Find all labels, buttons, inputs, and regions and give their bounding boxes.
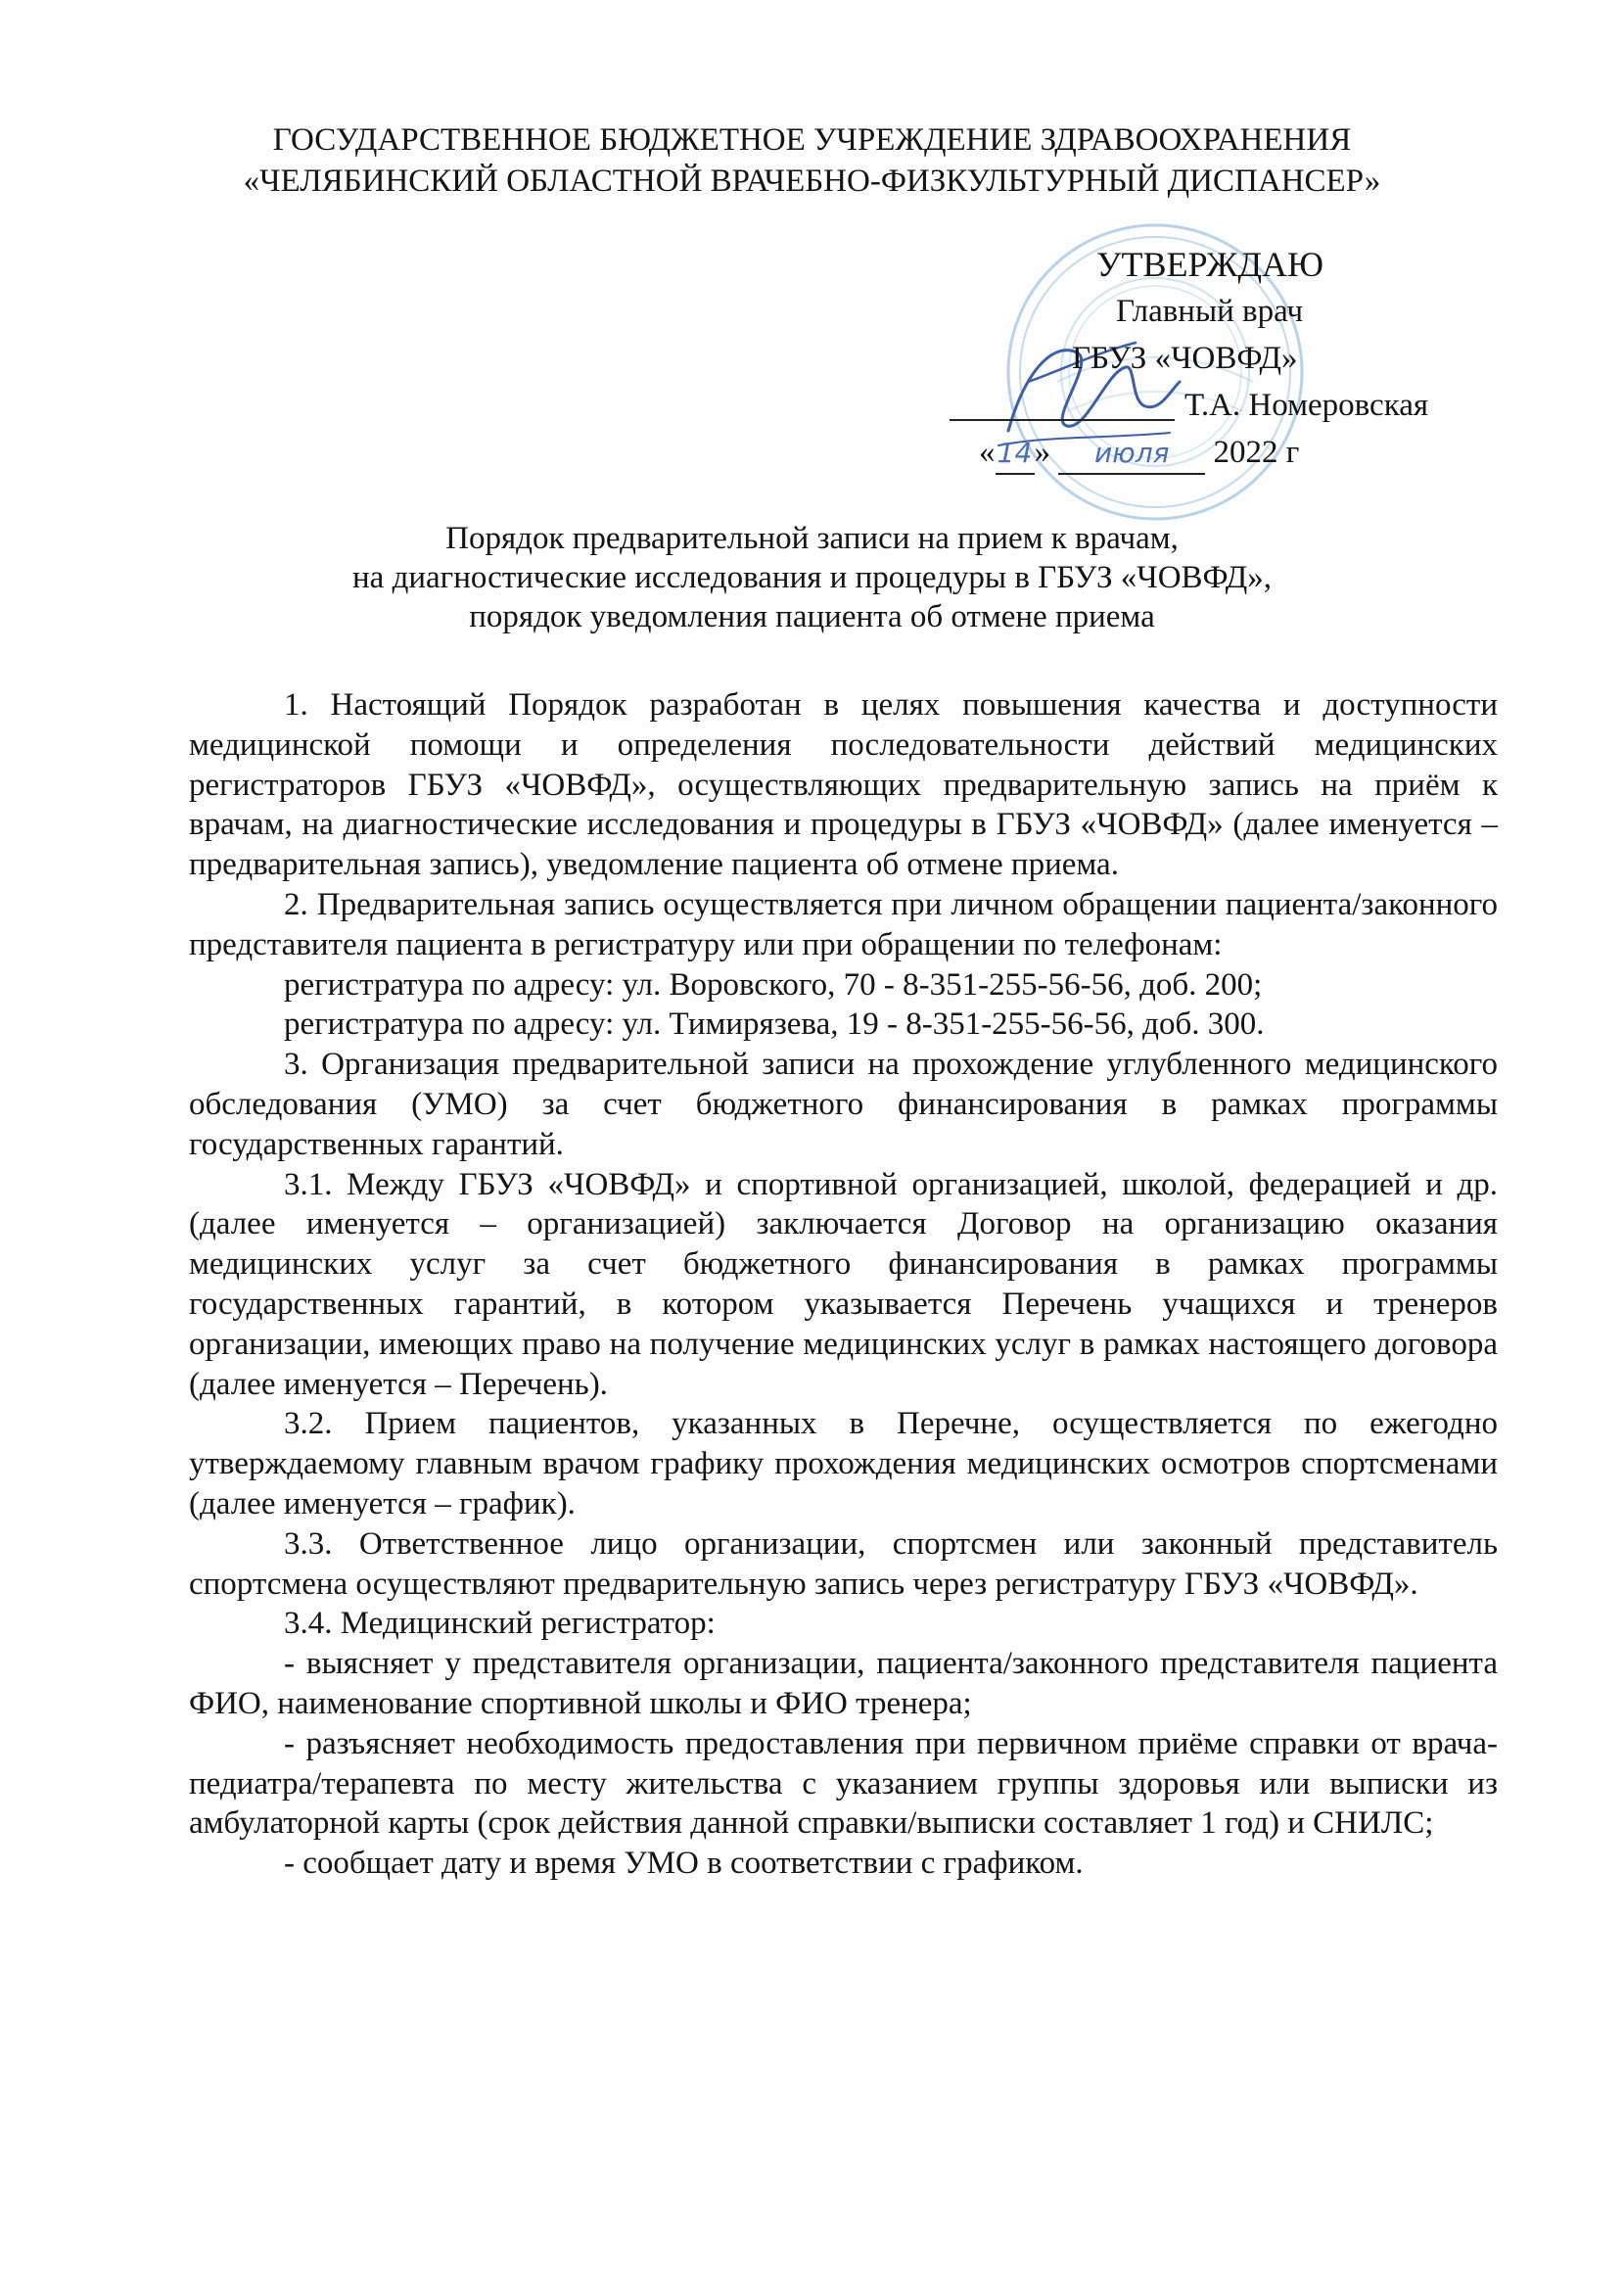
title-line-1: Порядок предварительной записи на прием к врачам, [445,521,1179,556]
institution-header [0,119,1624,202]
approver-organization: ГБУЗ «ЧОВФД» [1072,341,1298,376]
date-close-quote: » [1034,435,1050,470]
paragraph-3-3: 3.3. Ответственное лицо организации, спортсмен или законный представитель спортсмена осуществляют предварительную запись через регистратуру ГБУЗ «ЧОВФД». [189,1525,1498,1602]
title-line-2: на диагностические исследования и процедуры в ГБУЗ «ЧОВФД», [352,560,1272,595]
date-year: 2022 г [1213,435,1300,470]
approver-name: Т.А. Номеровская [1184,388,1429,423]
paragraph-3-4: 3.4. Медицинский регистратор: [284,1606,716,1642]
phone-line-1: регистратура по адресу: ул. Воровского, 70 - 8-351-255-56-56, доб. 200; [284,966,1263,1003]
header-line-2: «ЧЕЛЯБИНСКИЙ ОБЛАСТНОЙ ВРАЧЕБНО-ФИЗКУЛЬТУРНЫЙ ДИСПАНСЕР» [243,164,1381,199]
approval-date [979,433,1299,475]
signature-line [950,419,1175,421]
approver-position: Главный врач [1116,294,1304,329]
paragraph-3: 3. Организация предварительной записи на прохождение углубленного медицинского обследования (УМО) за счет бюджетного финансирования в рамках программы государственных гарантий. [189,1047,1498,1162]
paragraph-3-1: 3.1. Между ГБУЗ «ЧОВФД» и спортивной организацией, школой, федерацией и др. (далее именуется – организацией) заключается Договор на организацию оказания медицинских услуг за счет бюджетного финансирования в рамках программы государственных гарантий, в котором указывается Перечень учащихся и тренеров организации, имеющих право на получение медицинских услуг в рамках настоящего договора (далее именуется – Перечень). [189,1166,1498,1402]
approve-label: УТВЕРЖДАЮ [1096,245,1324,284]
list-item-1: - выясняет у представителя организации, пациента/законного представителя пациента ФИО, наименование спортивной школы и ФИО тренера; [189,1646,1498,1721]
phone-line-2: регистратура по адресу: ул. Тимирязева, 19 - 8-351-255-56-56, доб. 300. [284,1006,1265,1043]
document-title [0,519,1624,636]
paragraph-1: 1. Настоящий Порядок разработан в целях повышения качества и доступности медицинской помощи и определения последовательности действий медицинских регистраторов ГБУЗ «ЧОВФД», осуществляющих предварительную запись на приём к врачам, на диагностические исследования и процедуры в ГБУЗ «ЧОВФД» (далее именуется – предварительная запись), уведомление пациента об отмене приема. [189,687,1498,883]
date-day: 14 [996,434,1035,475]
approval-block [940,245,1488,490]
header-line-1: ГОСУДАРСТВЕННОЕ БЮДЖЕТНОЕ УЧРЕЖДЕНИЕ ЗДРАВООХРАНЕНИЯ [272,122,1352,158]
paragraph-3-2: 3.2. Прием пациентов, указанных в Перечне, осуществляется по ежегодно утверждаемому главным врачом графику прохождения медицинских осмотров спортсменами (далее именуется – график). [189,1406,1498,1521]
title-line-3: порядок уведомления пациента об отмене приема [469,599,1155,634]
document-body [189,685,1498,1884]
list-item-2: - разъясняет необходимость предоставления при первичном приёме справки от врача-педиатра/терапевта по месту жительства с указанием группы здоровья или выписки из амбулаторной карты (срок действия данной справки/выписки составляет 1 год) и СНИЛС; [189,1725,1498,1842]
date-month: июля [1058,434,1205,475]
list-item-3: - сообщает дату и время УМО в соответствии с графиком. [284,1846,1084,1882]
date-open-quote: « [979,435,996,470]
paragraph-2: 2. Предварительная запись осуществляется при личном обращении пациента/законного представителя пациента в регистратуру или при обращении по телефонам: [189,886,1498,962]
